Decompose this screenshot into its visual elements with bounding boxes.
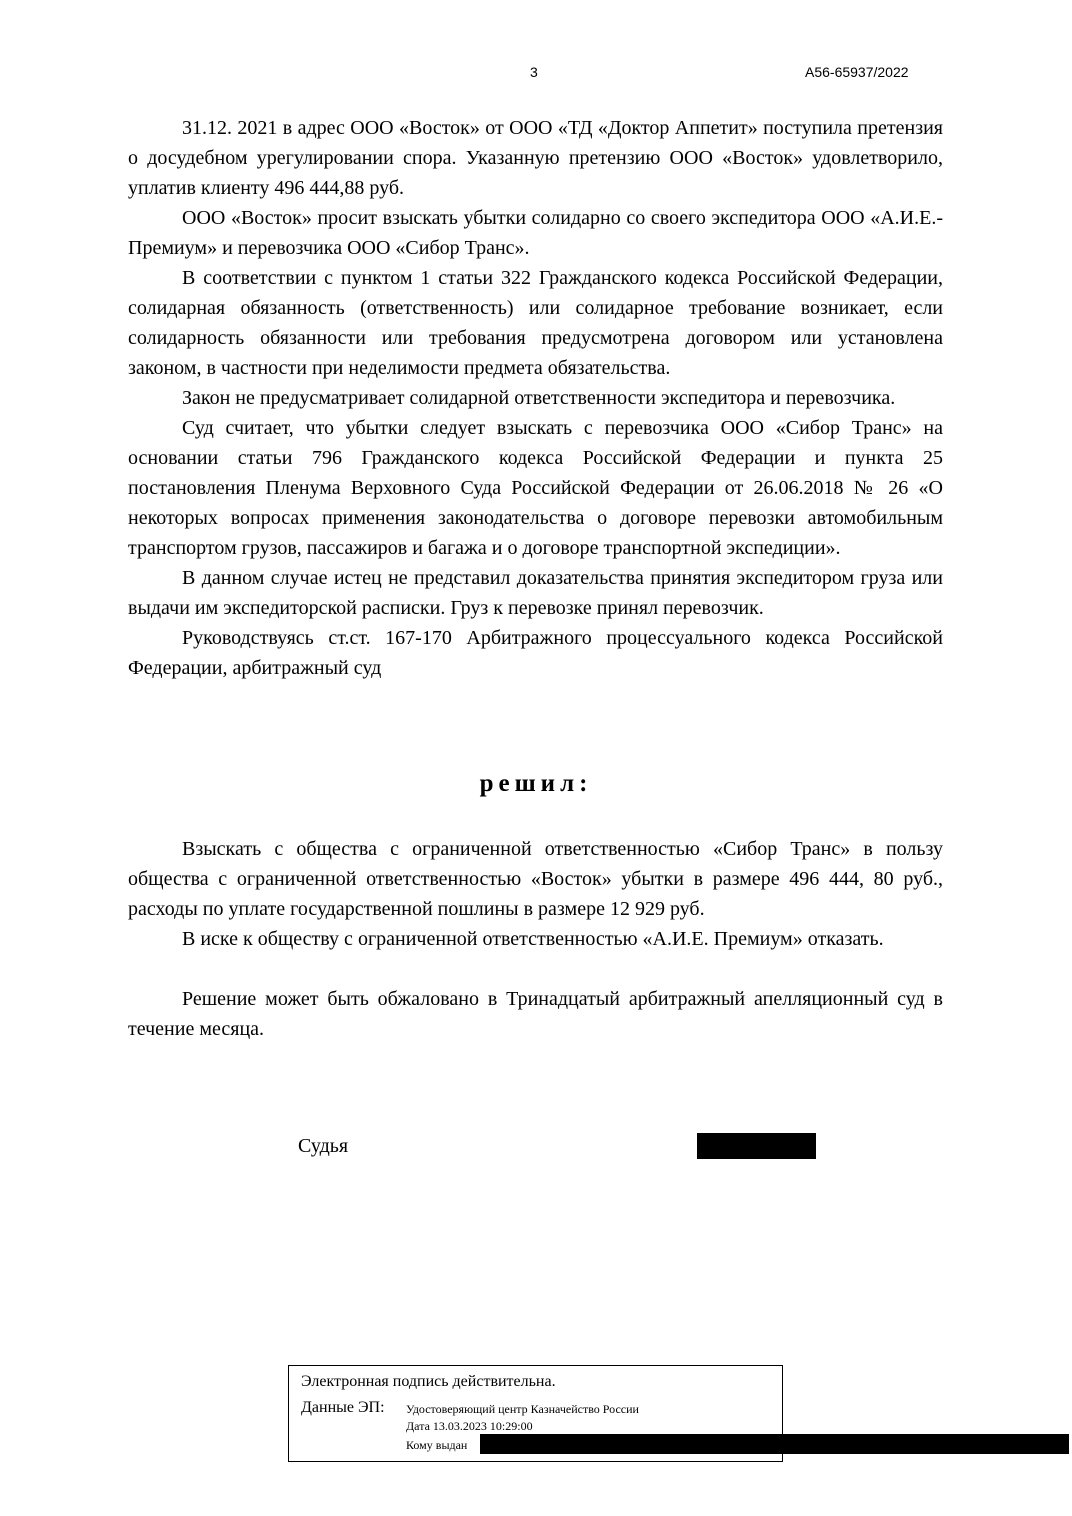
paragraph: Суд считает, что убытки следует взыскать с перевозчика ООО «Сибор Транс» на основании статьи 796 Гражданского кодекса Российской Федерации и пункта 25 постановления Пленума Верховного Суда Российской Федерации от 26.06.2018 № 26 «О некоторых вопросах применения законодательства о договоре перевозки автомобильным транспортом грузов, пассажиров и багажа и о договоре транспортной экспедиции».: [128, 417, 943, 559]
e-signature-data-label: Данные ЭП:: [301, 1399, 385, 1416]
decision-title: решил:: [479, 770, 593, 797]
decision-paragraph: Взыскать с общества с ограниченной ответственностью «Сибор Транс» в пользу общества с ограниченной ответственностью «Восток» убытки в размере 496 444, 80 руб., расходы по уплате государственной пошлины в размере 12 929 руб.: [128, 838, 943, 920]
e-signature-issued-to-label: Кому выдан: [406, 1438, 468, 1452]
paragraph: 31.12. 2021 в адрес ООО «Восток» от ООО «ТД «Доктор Аппетит» поступила претензия о досудебном урегулировании спора. Указанную претензию ООО «Восток» удовлетворило, уплатив клиенту 496 444,88 руб.: [128, 117, 943, 199]
paragraph: В соответствии с пунктом 1 статьи 322 Гражданского кодекса Российской Федерации, солидарная обязанность (ответственность) или солидарное требование возникает, если солидарность обязанности или требования предусмотрена договором или установлена законом, в частности при неделимости предмета обязательства.: [128, 267, 943, 379]
judge-label: Судья: [298, 1135, 349, 1157]
paragraph: Закон не предусматривает солидарной ответственности экспедитора и перевозчика.: [182, 387, 896, 409]
page-number: 3: [530, 64, 538, 80]
issued-to-redaction: [480, 1434, 1069, 1454]
paragraph: В данном случае истец не представил доказательства принятия экспедитором груза или выдачи им экспедиторской расписки. Груз к перевозке принял перевозчик.: [128, 567, 943, 619]
body-text: [128, 113, 943, 683]
e-signature-valid-text: Электронная подпись действительна.: [301, 1373, 556, 1390]
e-signature-issuer: Удостоверяющий центр Казначейство России: [406, 1402, 639, 1416]
paragraph: Руководствуясь ст.ст. 167-170 Арбитражного процессуального кодекса Российской Федерации, арбитражный суд: [128, 627, 943, 679]
judge-name-redaction: [697, 1133, 816, 1159]
case-number: А56-65937/2022: [805, 64, 909, 80]
decision-text: [128, 834, 943, 1044]
decision-paragraph: В иске к обществу с ограниченной ответственностью «А.И.Е. Премиум» отказать.: [182, 928, 884, 950]
appeal-paragraph: Решение может быть обжаловано в Тринадцатый арбитражный апелляционный суд в течение месяца.: [128, 988, 943, 1040]
e-signature-date: Дата 13.03.2023 10:29:00: [406, 1419, 533, 1433]
paragraph: ООО «Восток» просит взыскать убытки солидарно со своего экспедитора ООО «А.И.Е.-Премиум» и перевозчика ООО «Сибор Транс».: [128, 207, 943, 259]
